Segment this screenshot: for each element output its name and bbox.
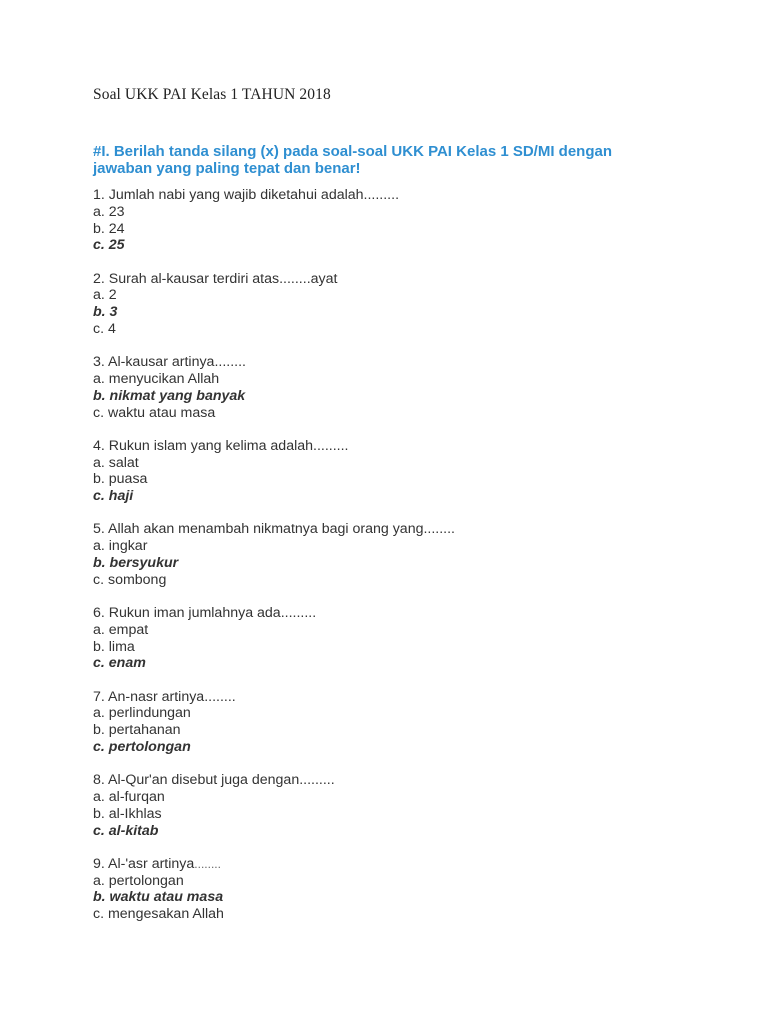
option-b-answer: b. nikmat yang banyak	[93, 387, 246, 404]
option-c-answer: c. pertolongan	[93, 738, 191, 755]
option-c-answer: c. haji	[93, 488, 134, 505]
option-a: a. 23	[93, 203, 125, 220]
option-c-answer: c. 25	[93, 237, 125, 254]
option-c: c. 4	[93, 320, 116, 337]
question-text: 6. Rukun iman jumlahnya ada.........	[93, 604, 317, 621]
option-a: a. perlindungan	[93, 705, 191, 722]
question-text-main: 9. Al-'asr artinya	[93, 855, 195, 872]
option-b-answer: b. bersyukur	[93, 554, 179, 571]
question-7	[93, 689, 693, 773]
option-b-answer: b. waktu atau masa	[93, 889, 224, 906]
option-a: a. empat	[93, 621, 149, 638]
instruction-heading: #I. Berilah tanda silang (x) pada soal-soal UKK PAI Kelas 1 SD/MI dengan jawaban yang paling tepat dan benar!	[93, 143, 613, 177]
option-a: a. menyucikan Allah	[93, 370, 220, 387]
question-list	[93, 187, 693, 939]
question-text: 4. Rukun islam yang kelima adalah.........	[93, 437, 349, 454]
option-a: a. ingkar	[93, 538, 148, 555]
question-9	[93, 856, 693, 940]
question-2	[93, 271, 693, 355]
option-c-answer: c. enam	[93, 655, 146, 672]
question-text: 8. Al-Qur'an disebut juga dengan.........	[93, 772, 335, 789]
option-a: a. 2	[93, 287, 117, 304]
option-c: c. mengesakan Allah	[93, 906, 224, 923]
question-text-trail: ........	[194, 856, 221, 871]
question-6	[93, 605, 693, 689]
question-text: 7. An-nasr artinya........	[93, 688, 236, 705]
document-title: Soal UKK PAI Kelas 1 TAHUN 2018	[93, 86, 331, 103]
question-5	[93, 521, 693, 605]
option-b: b. lima	[93, 638, 135, 655]
option-b: b. pertahanan	[93, 722, 181, 739]
question-4	[93, 438, 693, 522]
option-c: c. waktu atau masa	[93, 404, 216, 421]
question-3	[93, 354, 693, 438]
question-text: 3. Al-kausar artinya........	[93, 354, 246, 371]
option-a: a. pertolongan	[93, 872, 184, 889]
option-b: b. al-Ikhlas	[93, 805, 162, 822]
option-b-answer: b. 3	[93, 304, 118, 321]
question-text: 2. Surah al-kausar terdiri atas........ayat	[93, 270, 338, 287]
question-text: 5. Allah akan menambah nikmatnya bagi orang yang........	[93, 521, 456, 538]
option-a: a. al-furqan	[93, 788, 165, 805]
question-text	[93, 856, 693, 873]
option-a: a. salat	[93, 454, 139, 471]
question-8	[93, 772, 693, 856]
option-c-answer: c. al-kitab	[93, 822, 159, 839]
option-b: b. 24	[93, 220, 125, 237]
question-1	[93, 187, 693, 271]
question-text: 1. Jumlah nabi yang wajib diketahui adalah.........	[93, 187, 400, 203]
option-c: c. sombong	[93, 571, 167, 588]
option-b: b. puasa	[93, 471, 148, 488]
